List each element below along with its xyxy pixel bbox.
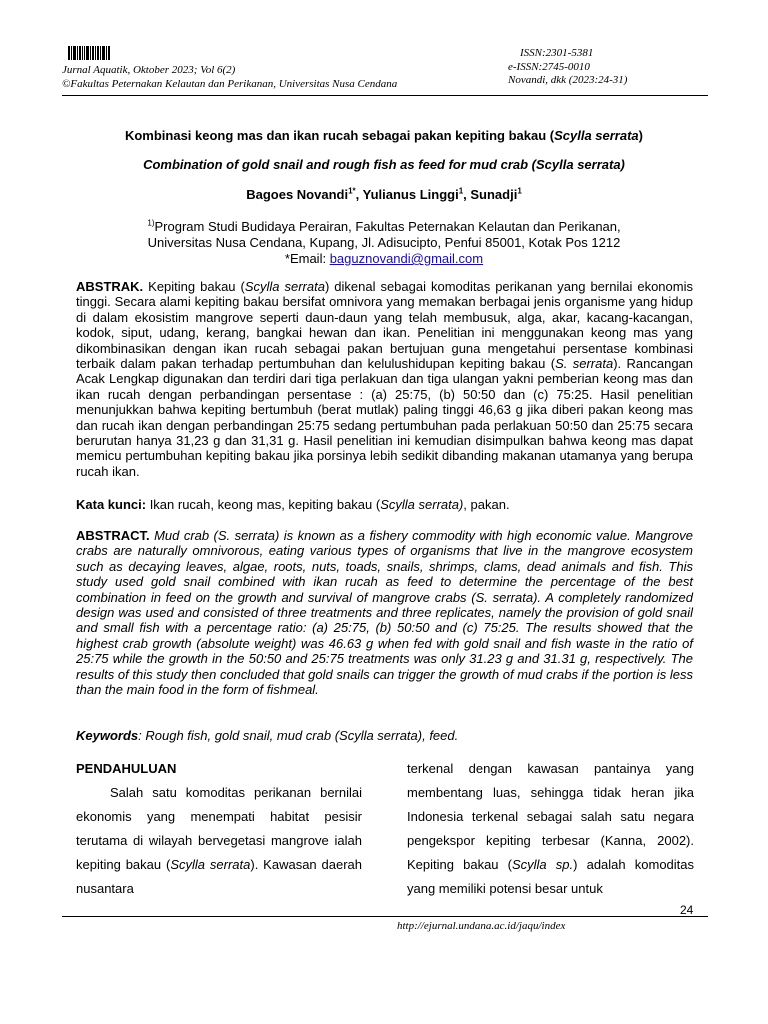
page-number: 24 (680, 903, 694, 917)
paper-title-english: Combination of gold snail and rough fish as feed for mud crab (Scylla serrata) (143, 157, 625, 172)
abstrak-paragraph: ABSTRAK. Kepiting bakau (Scylla serrata) dikenal sebagai komoditas perikanan yang bernilai ekonomis tinggi. Secara alami kepiting bakau bersifat omnivora yang memakan berbagai jenis organisme yang hidup di dalam ekosistim mangrove seperti daun-daun yang telah membusuk, alga, akar, kacang-kacangan, kodok, siput, udang, kerang, bangkai hewan dan ikan. Penelitian ini menggunakan keong mas yang dikombinasikan dengan ikan rucah sebagai pakan bertujuan guna mengetahui persentase kombinasi terbaik dalam pakan terhadap pertumbuhan dan kelulushidupan kepiting bakau (S. serrata). Rancangan Acak Lengkap digunakan dan terdiri dari tiga perlakuan dan tiga ulangan yakni pemberian keong mas dan ikan rucah dengan perbandingan persentase : (a) 25:75, (b) 50:50 dan (c) 75:25. Hasil penelitian menunjukkan bahwa kepiting bertumbuh (berat mutlak) paling tinggi 46,63 g jika diberi pakan keong mas dan rucah ikan dengan perbandingan 25:75 sedang pertumbuhan pada perlakuan 50:50 dan 25:75 secara berurutan hanya 31,23 g dan 31,31 g. Hasil penelitian ini kemudian disimpulkan bahwa keong mas dapat memicu pertumbuhan kepiting bakau jika porsinya lebih sedikit dibanding makanan utamanya yang berupa rucah ikan. (76, 279, 694, 479)
keywords: Keywords: Rough fish, gold snail, mud crab (Scylla serrata), feed. (76, 728, 459, 743)
faculty-line: ©Fakultas Peternakan Kelautan dan Perikanan, Universitas Nusa Cendana (62, 78, 398, 90)
intro-left-column (76, 757, 362, 901)
journal-url[interactable]: http://ejurnal.undana.ac.id/jaqu/index (397, 920, 566, 932)
kata-kunci: Kata kunci: Ikan rucah, keong mas, kepiting bakau (Scylla serrata), pakan. (76, 497, 510, 512)
paper-title: Kombinasi keong mas dan ikan rucah sebagai pakan kepiting bakau (Scylla serrata) (124, 128, 644, 143)
journal-header-left (62, 63, 397, 91)
author-list: Bagoes Novandi$^{1*}$, Yulianus Linggi$^1$, Sunadji$^1$ (246, 186, 522, 202)
barcode-logo (68, 46, 110, 60)
abstract-paragraph: ABSTRACT. Mud crab (S. serrata) is known as a fishery commodity with high economic value. Mangrove crabs are naturally omnivorous, eating various types of organisms that live in the mangrove ecosystem such as decaying leaves, algae, roots, nuts, toads, snails, shrimps, clams, dead animals and fish. This study used gold snail combined with ikan rucah as feed to determine the percentage of the best combination in feed on the growth and survival of mangrove crabs (S. serrata). A completely randomized design was used and consisted of three treatments and three replicates, namely the provision of gold snail and small fish with a percentage ratio: (a) 25:75, (b) 50:50 and (c) 75:25. The results showed that the highest crab growth (absolute weight) was 46.63 g when fed with gold snail and fish waste in the ratio of 25:75 while the growth in the 50:50 and 25:75 treatments was only 31.23 g and 31.31 g, respectively. The results of this study then concluded that gold snails can trigger the growth of mud crabs if the portion is less than the main food in the form of fishmeal. (76, 528, 693, 698)
intro-paragraph-left: Salah satu komoditas perikanan bernilai ekonomis yang menempati habitat pesisir terutama di wilayah bervegetasi mangrove ialah kepiting bakau (Scylla serrata). Kawasan daerah nusantara (76, 785, 363, 896)
intro-right-column: terkenal dengan kawasan pantainya yang membentang luas, sehingga tidak heran jika Indonesia terkenal sebagai salah satu negara pengekspor kepiting terbesar (Kanna, 2002). Kepiting bakau (Scylla sp.) adalah komoditas yang memiliki potensi besar untuk (407, 761, 695, 896)
header-divider (62, 95, 708, 96)
journal-header-right (508, 47, 627, 88)
issn: ISSN:2301-5381 (520, 47, 594, 59)
journal-issue-line: Jurnal Aquatik, Oktober 2023; Vol 6(2) (62, 64, 236, 76)
section-heading: PENDAHULUAN (76, 761, 177, 776)
affiliation: $^{1)}$Program Studi Budidaya Perairan, Fakultas Peternakan Kelautan dan Perikanan, Universitas Nusa Cendana, Kupang, Jl. Adisucipto, Penfui 85001, Kotak Pos 1212 *Email: baguznovandi@gmail.com (147, 218, 621, 266)
footer-divider (62, 916, 708, 917)
eissn: e-ISSN:2745-0010 (508, 60, 590, 73)
citation: Novandi, dkk (2023:24-31) (508, 74, 628, 86)
email-link[interactable]: baguznovandi@gmail.com (329, 251, 484, 266)
